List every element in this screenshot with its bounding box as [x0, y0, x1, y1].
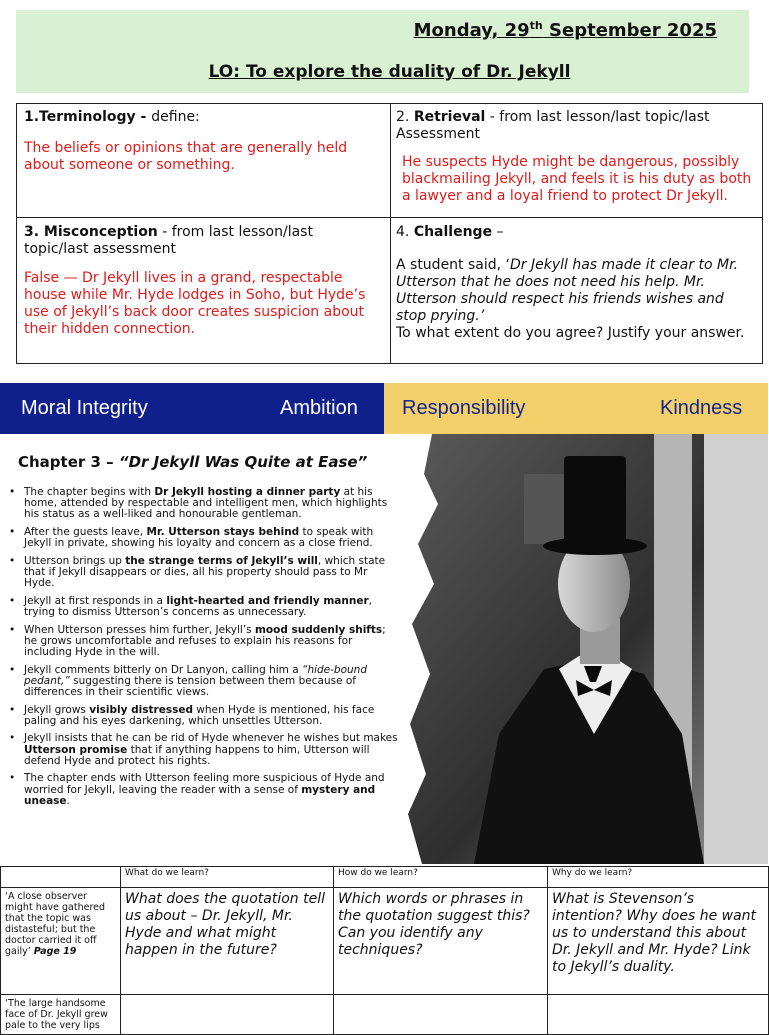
value-responsibility: Responsibility [402, 397, 526, 419]
values-banner-right [384, 383, 768, 434]
list-item: • Jekyll insists that he can be rid of Hyde whenever he wishes but makes Utterson promise that if anything happens to him, Utterson will defend Hyde and protect his rights. [8, 733, 400, 767]
table-header-what: What do we learn? [121, 867, 334, 888]
quote-cell: ‘A close observer might have gathered that the topic was distasteful; but the doctor carried it off gaily’ Page 19 [1, 888, 121, 995]
challenge-cell: 4. Challenge – A student said, ‘Dr Jekyll has made it clear to Mr. Utterson that he does not need his help. Mr. Utterson should respect his friends wishes and stop prying.’ To what extent do you agree? Justify your answer. [396, 224, 758, 342]
retrieval-answer: He suspects Hyde might be dangerous, possibly blackmailing Jekyll, and feels it is his duty as both a lawyer and a loyal friend to protect Dr Jekyll. [402, 154, 752, 204]
misconception-answer: False — Dr Jekyll lives in a grand, respectable house while Mr. Hyde lodges in Soho, but Hyde’s use of Jekyll’s back door creates suspicion about their hidden connection. [24, 270, 366, 337]
retrieval-cell: 2. Retrieval - from last lesson/last topic/last Assessment He suspects Hyde might be dangerous, possibly blackmailing Jekyll, and feels it is his duty as both a lawyer and a loyal friend to protect Dr Jekyll. [396, 109, 758, 205]
jekyll-photo [404, 434, 768, 864]
answer-cell[interactable] [334, 995, 548, 1035]
terminology-cell: 1.Terminology - define: The beliefs or opinions that are generally held about someone or something. [24, 109, 374, 174]
table-header-row [1, 867, 769, 888]
quote-cell: ‘The large handsome face of Dr. Jekyll grew pale to the very lips [1, 995, 121, 1035]
lesson-date: Monday, 29th September 2025 [413, 19, 717, 41]
values-banner [0, 383, 768, 434]
value-moral-integrity: Moral Integrity [21, 397, 148, 419]
learning-objective: LO: To explore the duality of Dr. Jekyll [208, 62, 571, 82]
list-item: • Utterson brings up the strange terms of Jekyll’s will, which state that if Jekyll disappears or dies, all his property should pass to Mr Hyde. [8, 556, 400, 590]
challenge-question: To what extent do you agree? Justify your answer. [396, 325, 745, 341]
answer-cell[interactable] [121, 995, 334, 1035]
list-item: • When Utterson presses him further, Jekyll’s mood suddenly shifts; he grows uncomfortable and refuses to explain his reasons for including Hyde in the will. [8, 625, 400, 659]
what-prompt[interactable]: What does the quotation tell us about – Dr. Jekyll, Mr. Hyde and what might happen in the future? [121, 888, 334, 995]
why-prompt[interactable]: What is Stevenson’s intention? Why does he want us to understand this about Dr. Jekyll and Mr. Hyde? Link to Jekyll’s duality. [548, 888, 769, 995]
list-item: • After the guests leave, Mr. Utterson stays behind to speak with Jekyll in private, showing his loyalty and concern as a close friend. [8, 527, 400, 549]
list-item: • The chapter begins with Dr Jekyll hosting a dinner party at his home, attended by respectable and intelligent men, which highlights his status as a well-liked and honourable gentleman. [8, 487, 400, 521]
lesson-header [16, 10, 749, 93]
values-banner-left [0, 383, 384, 434]
starter-grid [16, 103, 763, 364]
value-kindness: Kindness [660, 397, 743, 419]
table-header-why: Why do we learn? [548, 867, 769, 888]
how-prompt[interactable]: Which words or phrases in the quotation suggest this? Can you identify any techniques? [334, 888, 548, 995]
list-item: • The chapter ends with Utterson feeling more suspicious of Hyde and worried for Jekyll, leaving the reader with a sense of mystery and unease. [8, 773, 400, 807]
chapter-title: Chapter 3 – “Dr Jekyll Was Quite at Ease” [18, 453, 368, 471]
list-item: • Jekyll at first responds in a light-hearted and friendly manner, trying to dismiss Utterson’s concerns as unnecessary. [8, 596, 400, 618]
table-row [1, 888, 769, 995]
misconception-cell: 3. Misconception - from last lesson/last topic/last assessment False — Dr Jekyll lives in a grand, respectable house while Mr. Hyde lodges in Soho, but Hyde’s use of Jekyll’s back door creates suspicion about their hidden connection. [24, 224, 379, 338]
table-row [1, 995, 769, 1035]
table-header-blank [1, 867, 121, 888]
list-item: • Jekyll grows visibly distressed when Hyde is mentioned, his face paling and his eyes darkening, which unsettles Utterson. [8, 705, 400, 727]
value-ambition: Ambition [280, 397, 358, 419]
table-header-how: How do we learn? [334, 867, 548, 888]
challenge-text: A student said, ‘Dr Jekyll has made it clear to Mr. Utterson that he does not need his help. Mr. Utterson should respect his friends wishes and stop prying.’ [396, 257, 739, 324]
chapter-summary-list [8, 487, 400, 813]
terminology-answer: The beliefs or opinions that are generally held about someone or something. [24, 140, 348, 173]
list-item: • Jekyll comments bitterly on Dr Lanyon, calling him a “hide-bound pedant,” suggesting there is tension between them because of differences in their scientific views. [8, 665, 400, 699]
quotation-analysis-table [0, 866, 769, 1035]
answer-cell[interactable] [548, 995, 769, 1035]
